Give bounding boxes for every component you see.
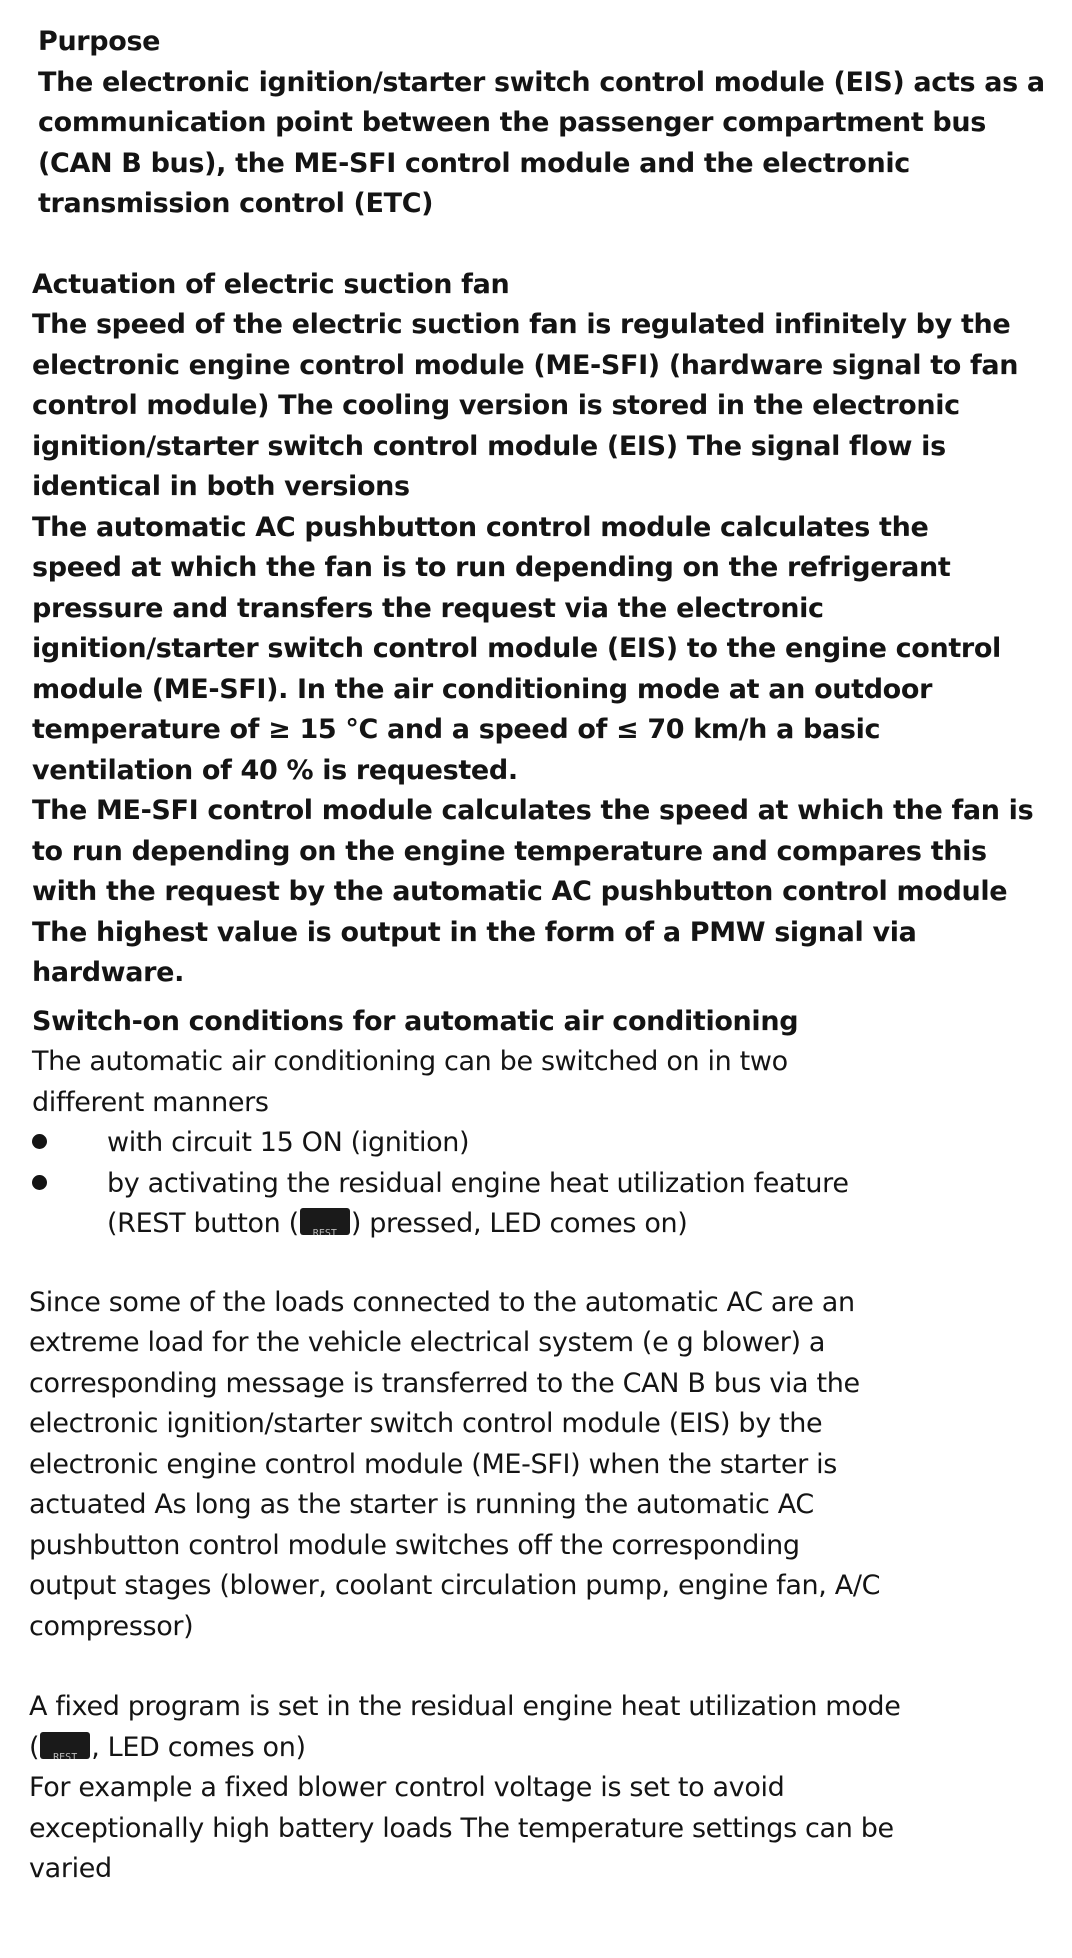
list-item-text: ) pressed, LED comes on) <box>350 1208 688 1239</box>
text-line: electronic engine control module (ME-SFI) (hardware signal to fan <box>32 349 1019 381</box>
switch-on-heading: Switch-on conditions for automatic air conditioning <box>32 1005 799 1037</box>
text-line <box>0 1728 1072 1769</box>
text-line: For example a fixed blower control voltage is set to avoid <box>29 1772 785 1803</box>
rest-button-icon-label: REST <box>312 1228 337 1235</box>
text-line: compressor) <box>29 1610 194 1642</box>
text-line: actuated As long as the starter is running the automatic AC <box>29 1489 814 1520</box>
text-line: electronic ignition/starter switch control module (EIS) by the <box>29 1408 823 1439</box>
fan-heading: Actuation of electric suction fan <box>32 268 510 300</box>
rest-button-icon <box>300 1208 350 1235</box>
text-line: with the request by the automatic AC pushbutton control module <box>32 876 1008 907</box>
rest-button-icon <box>40 1732 90 1759</box>
text-line: The ME-SFI control module calculates the speed at which the fan is <box>32 795 1034 826</box>
text-line: different manners <box>32 1086 269 1118</box>
text-line: The speed of the electric suction fan is regulated infinitely by the <box>32 309 1011 340</box>
text-line: A fixed program is set in the residual engine heat utilization mode <box>29 1691 901 1722</box>
paragraph-gap <box>0 225 1072 265</box>
bullet-icon <box>32 1175 47 1190</box>
text-line: exceptionally high battery loads The temperature settings can be <box>29 1812 894 1844</box>
text-line: hardware. <box>32 957 184 988</box>
list-item <box>0 1164 1072 1205</box>
bullet-icon <box>32 1134 47 1149</box>
text-line: corresponding message is transferred to the CAN B bus via the <box>29 1367 860 1399</box>
list-item-text: (REST button ( <box>107 1208 299 1239</box>
text-line: temperature of ≥ 15 °C and a speed of ≤ 70 km/h a basic <box>32 714 881 745</box>
text-line: ignition/starter switch control module (EIS) The signal flow is <box>32 430 946 462</box>
list-item <box>0 1123 1072 1164</box>
text-line: transmission control (ETC) <box>38 188 434 219</box>
text-line: identical in both versions <box>32 471 410 502</box>
text-line: pushbutton control module switches off the corresponding <box>29 1529 800 1561</box>
text-line: (CAN B bus), the ME-SFI control module and the electronic <box>38 147 910 179</box>
text-line: The automatic air conditioning can be switched on in two <box>32 1046 788 1077</box>
text-line: control module) The cooling version is stored in the electronic <box>32 390 960 421</box>
text-line: module (ME-SFI). In the air conditioning mode at an outdoor <box>32 673 933 705</box>
text-line: varied <box>29 1853 112 1884</box>
text-line: The automatic AC pushbutton control module calculates the <box>32 511 929 543</box>
text-line: electronic engine control module (ME-SFI) when the starter is <box>29 1448 838 1480</box>
list-item-text: by activating the residual engine heat utilization feature <box>107 1167 849 1199</box>
paragraph-gap <box>0 1245 1072 1283</box>
text-fragment: ( <box>29 1731 40 1763</box>
text-line: The electronic ignition/starter switch control module (EIS) acts as a <box>38 66 1045 98</box>
text-line: ventilation of 40 % is requested. <box>32 754 518 786</box>
paragraph-gap <box>0 994 1072 1002</box>
text-line: output stages (blower, coolant circulation pump, engine fan, A/C <box>29 1570 881 1601</box>
list-item-continuation <box>0 1204 1072 1245</box>
text-fragment: , LED comes on) <box>91 1731 306 1763</box>
list-item-text: with circuit 15 ON (ignition) <box>107 1127 470 1158</box>
text-line: extreme load for the vehicle electrical system (e g blower) a <box>29 1327 826 1358</box>
purpose-heading: Purpose <box>38 26 161 57</box>
paragraph-gap <box>0 1647 1072 1687</box>
text-line: communication point between the passenger compartment bus <box>38 107 986 138</box>
text-line: to run depending on the engine temperature and compares this <box>32 835 987 867</box>
text-line: speed at which the fan is to run depending on the refrigerant <box>32 552 951 583</box>
text-line: pressure and transfers the request via the electronic <box>32 592 824 624</box>
text-line: ignition/starter switch control module (EIS) to the engine control <box>32 633 1001 664</box>
text-line: Since some of the loads connected to the automatic AC are an <box>29 1286 855 1318</box>
rest-button-icon-label: REST <box>53 1751 78 1759</box>
text-line: The highest value is output in the form of a PMW signal via <box>32 916 917 948</box>
